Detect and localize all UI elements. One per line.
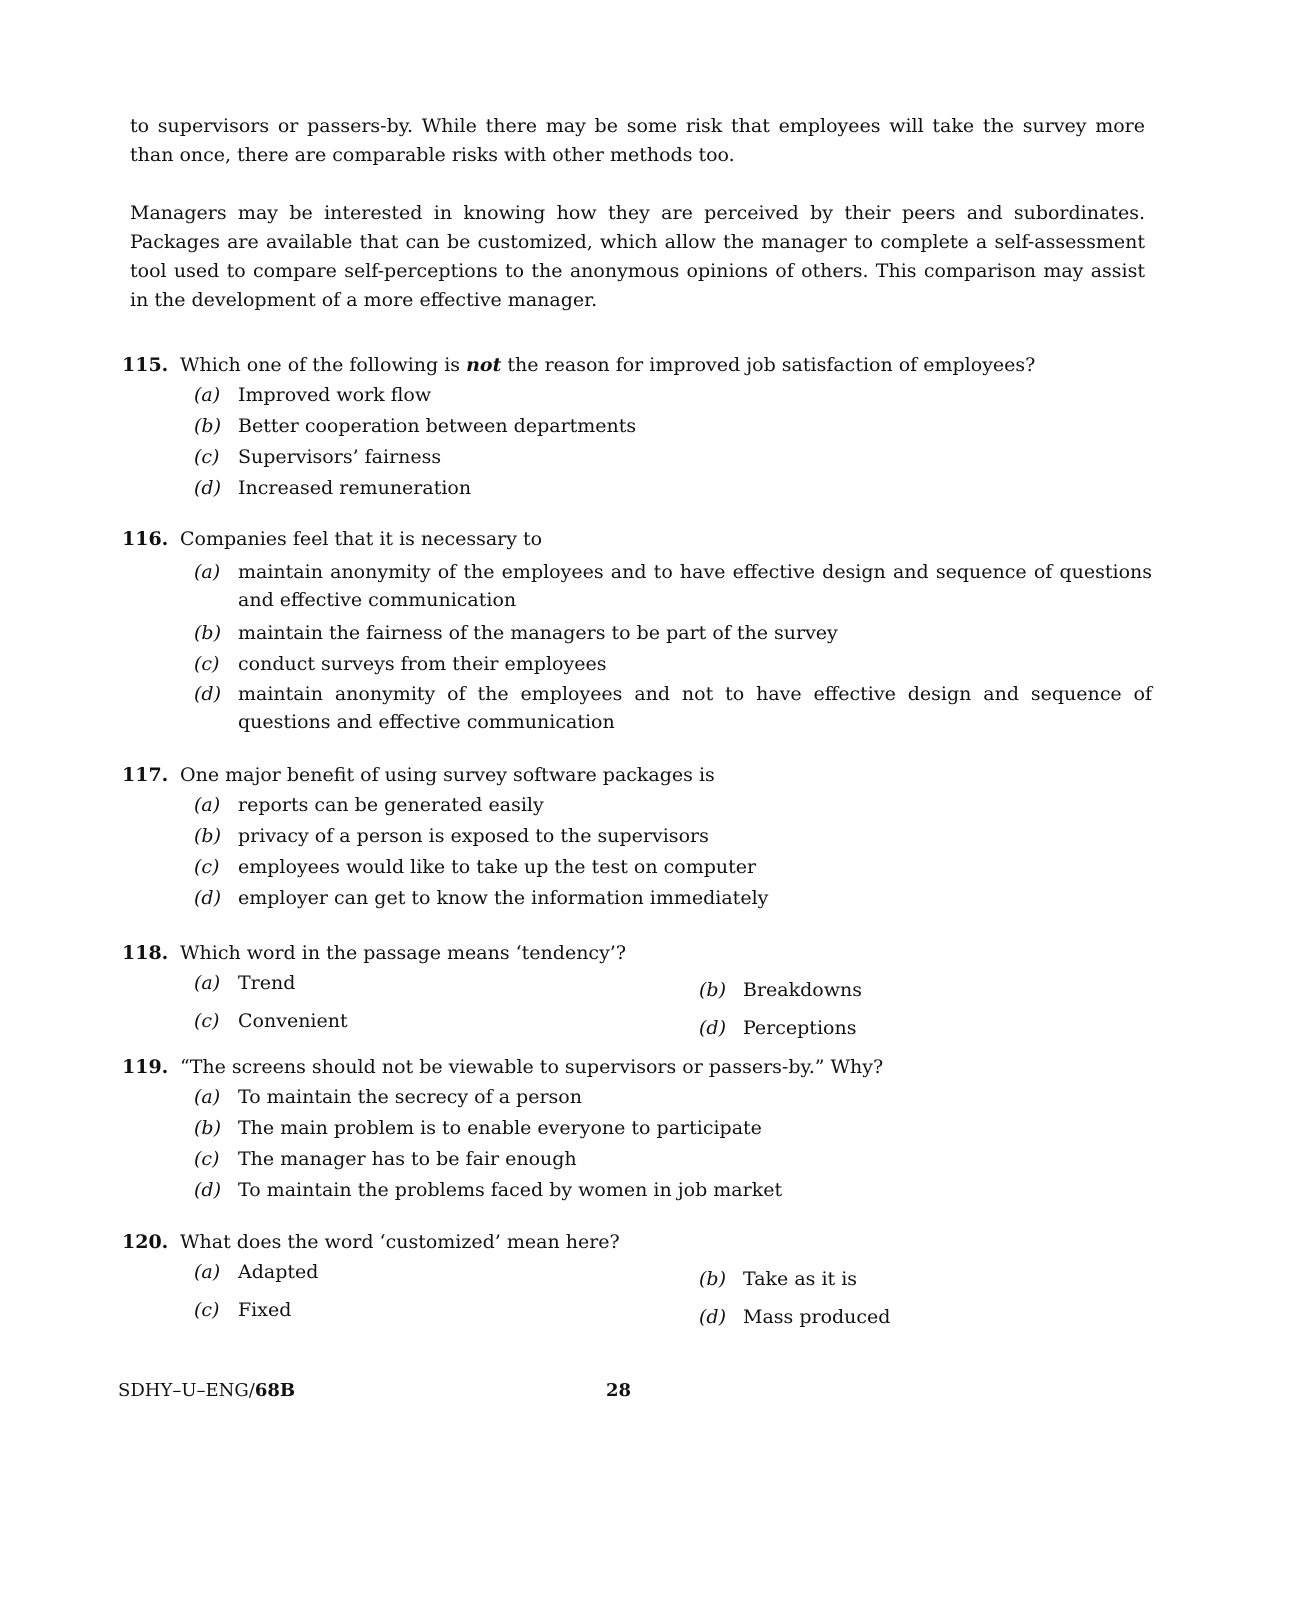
question-117 (122, 760, 1152, 914)
passage-paragraph-1: to supervisors or passers-by. While there may be some risk that employees will take the survey more than once, there are comparable risks with other methods too. (130, 115, 1145, 166)
option-c: (c) The manager has to be fair enough (194, 1148, 577, 1170)
option-b: (b) Better cooperation between departments (194, 415, 637, 437)
question-number: 120. (122, 1231, 169, 1253)
option-d: (d) Perceptions (699, 1017, 857, 1039)
question-number: 119. (122, 1056, 169, 1078)
option-b: (b) Breakdowns (699, 979, 862, 1001)
option-d: (d) To maintain the problems faced by women in job market (194, 1179, 783, 1201)
question-text: “The screens should not be viewable to supervisors or passers-by.” Why? (180, 1056, 884, 1078)
question-119 (122, 1052, 1152, 1206)
question-text: Which word in the passage means ‘tendency’? (180, 942, 627, 964)
question-number: 115. (122, 354, 169, 376)
option-d: (d) employer can get to know the information immediately (194, 887, 769, 909)
booklet-code: SDHY–U–ENG/68B (118, 1380, 296, 1401)
option-b: (b) maintain the fairness of the managers to be part of the survey (194, 622, 838, 644)
option-c: (c) Supervisors’ fairness (194, 446, 442, 468)
option-a: (a) Improved work flow (194, 384, 432, 406)
page-number: 28 (606, 1380, 632, 1401)
option-d: (d) Mass produced (699, 1306, 891, 1328)
option-a: (a) maintain anonymity of the employees and to have effective design and sequence of questions and effective communication (194, 561, 1152, 611)
option-a: (a) To maintain the secrecy of a person (194, 1086, 582, 1108)
option-b: (b) privacy of a person is exposed to the supervisors (194, 825, 709, 847)
option-a: (a) Adapted (194, 1261, 319, 1283)
option-b: (b) The main problem is to enable everyone to participate (194, 1117, 762, 1139)
question-text: Companies feel that it is necessary to (180, 528, 543, 550)
option-c: (c) employees would like to take up the test on computer (194, 856, 757, 878)
question-118 (122, 938, 1152, 1044)
question-number: 116. (122, 528, 169, 550)
question-116 (122, 524, 1152, 736)
option-d: (d) Increased remuneration (194, 477, 472, 499)
passage-paragraph-2: Managers may be interested in knowing how they are perceived by their peers and subordinates. Packages are available that can be customized, which allow the manager to complete a self-assessment tool used to compare self-perceptions to the anonymous opinions of others. This comparison may assist in the development of a more effective manager. (130, 202, 1145, 311)
option-b: (b) Take as it is (699, 1268, 858, 1290)
question-text: One major benefit of using survey software packages is (180, 764, 715, 786)
option-d: (d) maintain anonymity of the employees and not to have effective design and sequence of questions and effective communication (194, 683, 1152, 733)
question-115 (122, 350, 1152, 504)
question-number: 117. (122, 764, 169, 786)
option-c: (c) conduct surveys from their employees (194, 653, 607, 675)
option-a: (a) Trend (194, 972, 296, 994)
question-text: Which one of the following is not the reason for improved job satisfaction of employees? (180, 354, 1036, 376)
question-text: What does the word ‘customized’ mean here? (180, 1231, 620, 1253)
emphasis-not: not (466, 354, 502, 376)
option-c: (c) Fixed (194, 1299, 292, 1321)
option-a: (a) reports can be generated easily (194, 794, 544, 816)
question-120 (122, 1227, 1152, 1333)
question-number: 118. (122, 942, 169, 964)
option-c: (c) Convenient (194, 1010, 348, 1032)
